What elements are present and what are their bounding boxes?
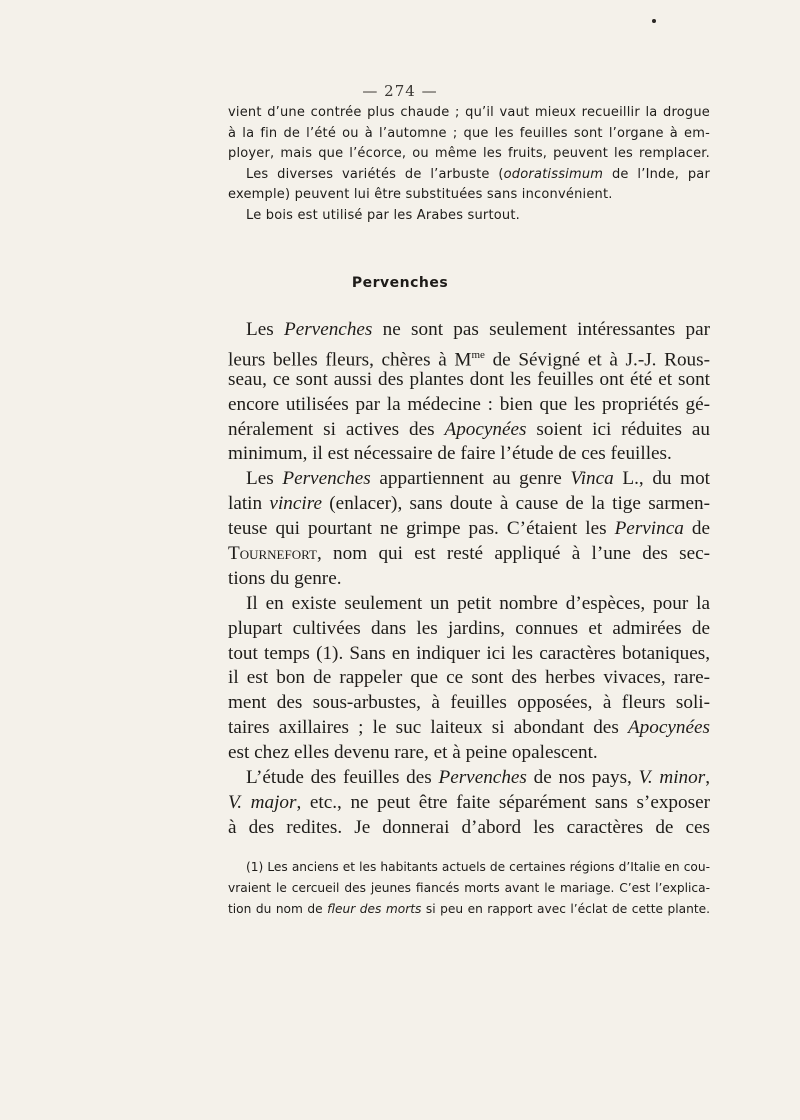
text-line: vient d’une contrée plus chaude ; qu’il vaut mieux recueillir la drogue	[228, 105, 710, 120]
footnote	[228, 857, 710, 920]
text-line: encore utilisées par la médecine : bien que les propriétés gé-	[228, 393, 710, 415]
page-number: — 274 —	[362, 82, 438, 100]
text-line: Les Pervenches ne sont pas seulement intéressantes par	[246, 319, 710, 340]
text-line: taires axillaires ; le suc laiteux si abondant des Apocynées	[228, 717, 710, 739]
text-line: latin vincire (enlacer), sans doute à cause de la tige sarmen-	[228, 493, 711, 515]
ink-speck	[652, 19, 656, 23]
text-line: Les Pervenches appartiennent au genre Vinca L., du mot	[246, 468, 710, 490]
footnote-line: (1) Les anciens et les habitants actuels de certaines régions d’Italie en cou-	[246, 860, 710, 874]
body-text	[228, 318, 710, 841]
text-line: V. major, etc., ne peut être faite séparément sans s’exposer	[228, 791, 710, 813]
text-line: teuse qui pourtant ne grimpe pas. C’étaient les Pervinca de	[228, 518, 710, 540]
section-title: Pervenches	[351, 275, 449, 291]
footnote-line: tion du nom de fleur des morts si peu en rapport avec l’éclat de cette plante.	[228, 902, 710, 916]
text-line: Le bois est utilisé par les Arabes surtout.	[246, 207, 520, 223]
footnote-line: vraient le cercueil des jeunes fiancés morts avant le mariage. C’est l’explica-	[228, 881, 710, 895]
text-line: L’étude des feuilles des Pervenches de nos pays, V. minor,	[246, 767, 710, 789]
text-line: Tournefort, nom qui est resté appliqué à l’une des sec-	[228, 543, 710, 565]
text-line: à la fin de l’été ou à l’automne ; que les feuilles sont l’organe à em-	[228, 125, 710, 141]
text-line: leurs belles fleurs, chères à $M^{me}$ de Sévigné et à J.-J. Rous-	[228, 348, 710, 371]
text-line: minimum, il est nécessaire de faire l’étude de ces feuilles.	[228, 443, 672, 465]
top-paragraph	[228, 103, 710, 226]
text-line: Les diverses variétés de l’arbuste (odoratissimum de l’Inde, par	[246, 166, 710, 182]
text-line: tout temps (1). Sans en indiquer ici les caractères botaniques,	[228, 642, 710, 664]
text-line: Il en existe seulement un petit nombre d’espèces, pour la	[246, 592, 710, 614]
text-line: est chez elles devenu rare, et à peine opalescent.	[228, 742, 598, 764]
text-line: il est bon de rappeler que ce sont des herbes vivaces, rare-	[228, 667, 710, 689]
text-line: néralement si actives des Apocynées soient ici réduites au	[228, 418, 710, 440]
text-line: ployer, mais que l’écorce, ou même les fruits, peuvent les remplacer.	[228, 146, 710, 161]
text-line: à des redites. Je donnerai d’abord les caractères de ces	[228, 816, 710, 838]
text-line: ment des sous-arbustes, à feuilles opposées, à fleurs soli-	[228, 692, 710, 714]
text-line: exemple) peuvent lui être substituées sans inconvénient.	[228, 187, 613, 202]
text-line: seau, ce sont aussi des plantes dont les feuilles ont été et sont	[228, 368, 710, 390]
text-line: tions du genre.	[228, 567, 342, 589]
text-line: plupart cultivées dans les jardins, connues et admirées de	[228, 617, 710, 639]
